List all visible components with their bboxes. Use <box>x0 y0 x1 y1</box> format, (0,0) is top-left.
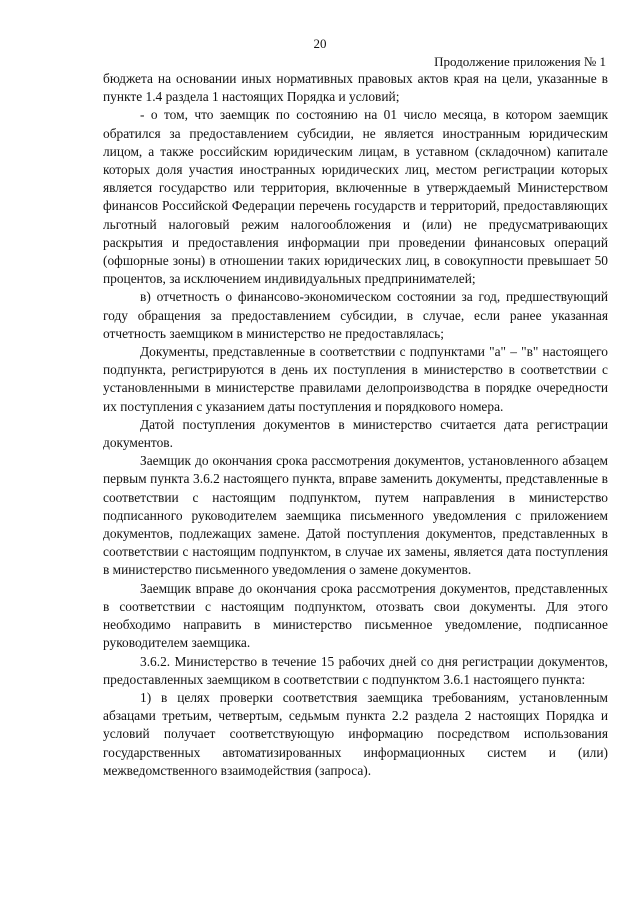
paragraph-8: 3.6.2. Министерство в течение 15 рабочих дней со дня регистрации документов, предоставленных заемщиком в соответствии с подпунктом 3.6.1 настоящего пункта: <box>103 653 608 687</box>
appendix-note: Продолжение приложения № 1 <box>434 54 606 69</box>
paragraph-3: в) отчетность о финансово-экономическом состоянии за год, предшествующий году обращения за предоставлением субсидии, в случае, если ранее указанная отчетность заемщиком в министерство не предоставлялась; <box>103 289 608 341</box>
page-number: 20 <box>313 36 327 51</box>
paragraph-1: бюджета на основании иных нормативных правовых актов края на цели, указанные в пункте 1.4 раздела 1 настоящих Порядка и условий; <box>103 71 608 105</box>
paragraph-5: Датой поступления документов в министерство считается дата регистрации документов. <box>103 416 608 451</box>
paragraph-9: 1) в целях проверки соответствия заемщика требованиям, установленным абзацами третьим, четвертым, седьмым пункта 2.2 раздела 2 настоящих Порядка и условий получает соответствующую информацию посредством использования государственных автоматизированных информационных систем и (или) межведомственного взаимодействия (запроса). <box>103 689 608 778</box>
paragraph-6: Заемщик до окончания срока рассмотрения документов, установленного абзацем первым пункта 3.6.2 настоящего пункта, вправе заменить документы, представленные в соответствии с настоящим подпунктом, путем направления в министерство подписанного руководителем заемщика письменного уведомления с приложением документов, подлежащих замене. Датой поступления документов, представленных в соответствии с настоящим подпунктом, в случае их замены, является дата поступления в министерство письменного уведомления о замене документов. <box>103 453 608 578</box>
paragraph-7: Заемщик вправе до окончания срока рассмотрения документов, представленных в соответствии с настоящим подпунктом, отозвать свои документы. Для этого необходимо направить в министерство письменное уведомление, подписанное руководителем заемщика. <box>103 580 608 651</box>
paragraph-2: - о том, что заемщик по состоянию на 01 число месяца, в котором заемщик обратился за предоставлением субсидии, не является иностранным юридическим лицом, а также российским юридическим лицам, в уставном (складочном) капитале которых доля участия иностранных юридических лиц, местом регистрации которых является государство или территория, включенные в утверждаемый Министерством финансов Российской Федерации перечень государств и территорий, предоставляющих льготный налоговый режим налогообложения и (или) не предусматривающих раскрытия и предоставления информации при проведении финансовых операций (офшорные зоны) в отношении таких юридических лиц, в совокупности превышает 50 процентов, за исключением индивидуальных предпринимателей; <box>103 107 608 287</box>
paragraph-4: Документы, представленные в соответствии с подпунктами "а" – "в" настоящего подпункта, регистрируются в день их поступления в министерство в соответствии с установленными в министерстве правилами делопроизводства в порядке очередности их поступления с указанием даты поступления и порядкового номера. <box>103 344 608 414</box>
document-body <box>103 70 608 780</box>
